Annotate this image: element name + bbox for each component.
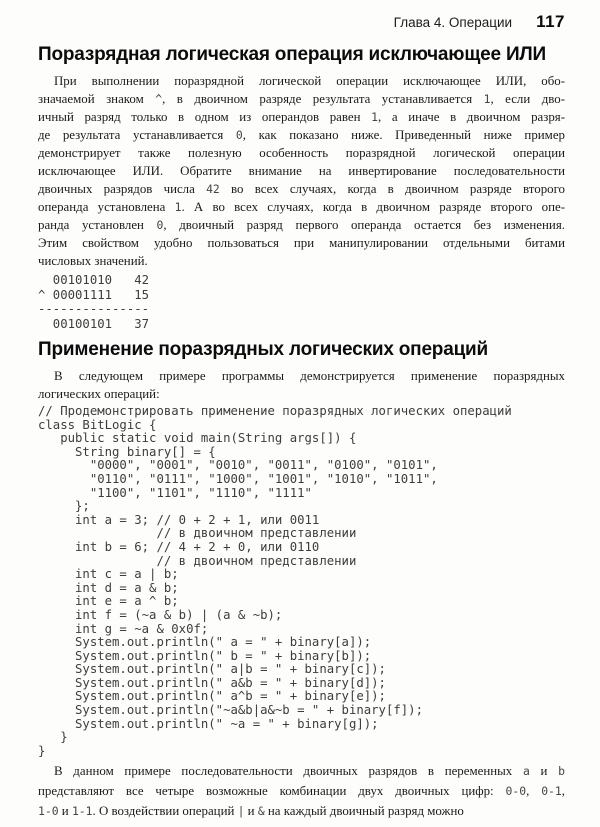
code-line [38,500,565,514]
text-segment: System.out.println(" b = " + binary[b]); [38,648,372,663]
text-segment: ичный разряд только в одном из операндов равен [38,110,372,124]
text-segment: int c = a | b; [38,567,179,582]
code-line [38,432,565,446]
inline-code: 1-1 [71,804,93,819]
text-line [38,198,565,216]
code-line [38,514,565,528]
inline-code: b [558,764,565,779]
text-segment: ранда установлен [38,218,157,232]
code-line [38,568,565,582]
text-line [38,162,565,180]
text-line [38,781,565,801]
inline-code: 1 [483,92,491,106]
text-line [38,761,565,781]
text-segment: значаемой знаком [38,92,156,106]
text-segment: демонстрирует также полезную особенность поразрядной логической операции [38,146,565,160]
text-segment: операнда установлена [38,200,175,214]
text-line [38,252,565,270]
text-segment: int b = 6; // 4 + 2 + 0, или 0110 [38,539,320,554]
text-segment: логических операций: [38,387,160,401]
text-line [38,234,565,252]
text-segment: "0000", "0001", "0010", "0011", "0100", "0101", [38,458,438,473]
text-segment: // в двоичном представлении [38,526,357,541]
inline-code: 1 [371,110,379,124]
text-segment: int e = a ^ b; [38,594,179,609]
code-line [38,718,565,732]
text-segment: исключающее ИЛИ. Обратите внимание на инвертирование последовательности [38,164,565,178]
text-segment: }; [38,499,90,514]
text-segment: , в двоичном разряде результата устанавливается [162,92,484,106]
code-line [38,623,565,637]
inline-code: 0-0 [505,784,527,799]
code-line [38,609,565,623]
text-segment: и [244,804,258,819]
code-line [38,317,565,332]
code-line [38,731,565,745]
text-segment: числовых значений. [38,254,148,268]
text-segment: System.out.println(" a|b = " + binary[c]); [38,662,386,677]
code-line [38,582,565,596]
text-segment: представляют все четыре возможные комбинации двух двоичных цифр: [38,784,506,799]
text-line [38,216,565,234]
text-segment: class BitLogic { [38,417,157,432]
paragraph-xor [38,72,565,270]
code-line [38,527,565,541]
text-segment: // в двоичном представлении [38,553,357,568]
code-line [38,677,565,691]
text-segment: System.out.println(" a&b = " + binary[d]); [38,675,386,690]
text-segment: "1100", "1101", "1110", "1111" [38,485,312,500]
text-segment: --------------- [38,302,150,316]
code-line [38,704,565,718]
inline-code: 0 [156,218,164,232]
text-segment: int f = (~a & b) | (a & ~b); [38,607,283,622]
text-line [38,126,565,144]
code-line [38,487,565,501]
code-line [38,302,565,317]
text-segment: 00100101 37 [38,316,150,331]
text-segment: двоичных разрядов числа [38,182,207,196]
bitlogic-code-listing [38,405,565,758]
code-line [38,663,565,677]
text-segment: на каждый двоичный разряд можно [264,804,464,819]
text-segment: , [561,784,565,799]
xor-example-listing [38,273,565,331]
text-segment: System.out.println(" ~a = " + binary[g]); [38,716,379,731]
inline-code: a [522,764,530,779]
text-segment: , двоичный разряд первого операнда остается без изменения. [163,218,565,232]
inline-code: | [237,804,245,819]
running-header [38,12,565,32]
code-line [38,541,565,555]
text-segment: Этим свойством удобно пользоваться при манипулировании отдельными битами [38,236,565,250]
text-segment: System.out.println("~a&b|a&~b = " + binary[f]); [38,703,423,718]
inline-code: 1 [174,200,182,214]
code-line [38,650,565,664]
text-segment: // Продемонстрировать применение поразрядных логических операций [38,404,512,418]
text-segment: public static void main(String args[]) { [38,431,357,446]
inline-code: 0-1 [541,784,562,799]
text-segment: System.out.println(" a = " + binary[a]); [38,635,372,650]
section-title-xor: Поразрядная логическая операция исключающее ИЛИ [38,44,547,65]
chapter-title: Глава 4. Операции [393,15,513,30]
text-segment: , если дво- [490,92,566,106]
page-number: 117 [536,12,565,31]
text-line [38,367,565,385]
text-segment: При выполнении поразрядной логической операции исключающее ИЛИ, обо- [54,74,565,88]
text-segment: . А во всех случаях, когда в двоичном разряде второго опе- [181,200,565,214]
text-segment: int d = a & b; [38,580,179,595]
text-segment: String binary[] = { [38,444,216,459]
code-line [38,595,565,609]
text-segment: ^ 00001111 15 [38,287,150,302]
inline-code: & [257,804,265,819]
text-segment: , а иначе в двоичном разря- [378,110,565,124]
text-line [38,108,565,126]
code-line [38,288,565,303]
text-segment: В данном примере последовательности двоичных разрядов в переменных [54,764,523,779]
code-line [38,555,565,569]
code-line [38,473,565,487]
text-segment: . О воздействии операций [92,804,238,819]
text-segment: В следующем примере программы демонстрируется применение поразрядных [54,369,565,383]
text-line [38,90,565,108]
text-line [38,144,565,162]
code-line [38,405,565,419]
text-segment: "0110", "0111", "1000", "1001", "1010", "1011", [38,471,438,486]
code-line [38,419,565,433]
text-segment: де результата устанавливается [38,128,236,142]
text-segment: 00101010 42 [38,273,150,287]
text-segment: , как показано ниже. Приведенный ниже пример [242,128,565,142]
text-segment: } [38,743,46,758]
paragraph-apply-intro [38,367,565,403]
text-segment: и [58,804,72,819]
text-segment: и [529,764,559,779]
paragraph-apply-outro [38,761,565,821]
text-segment: int g = ~a & 0x0f; [38,621,209,636]
text-line [38,801,565,821]
inline-code: 0 [235,128,243,142]
code-line [38,273,565,288]
text-segment: во всех случаях, когда в двоичном разряде второго [219,182,565,196]
code-line [38,636,565,650]
text-line [38,72,565,90]
text-segment: int a = 3; // 0 + 2 + 1, или 0011 [38,512,320,527]
code-line [38,745,565,759]
code-line [38,446,565,460]
code-line [38,459,565,473]
code-line [38,690,565,704]
text-line [38,385,565,403]
text-line [38,180,565,198]
text-segment: , [526,784,542,799]
section-title-apply: Применение поразрядных логических операций [38,339,489,360]
inline-code: 42 [206,182,220,196]
text-segment: } [38,730,68,745]
text-segment: System.out.println(" a^b = " + binary[e]); [38,689,386,704]
inline-code: ^ [155,92,163,106]
inline-code: 1-0 [38,804,59,819]
